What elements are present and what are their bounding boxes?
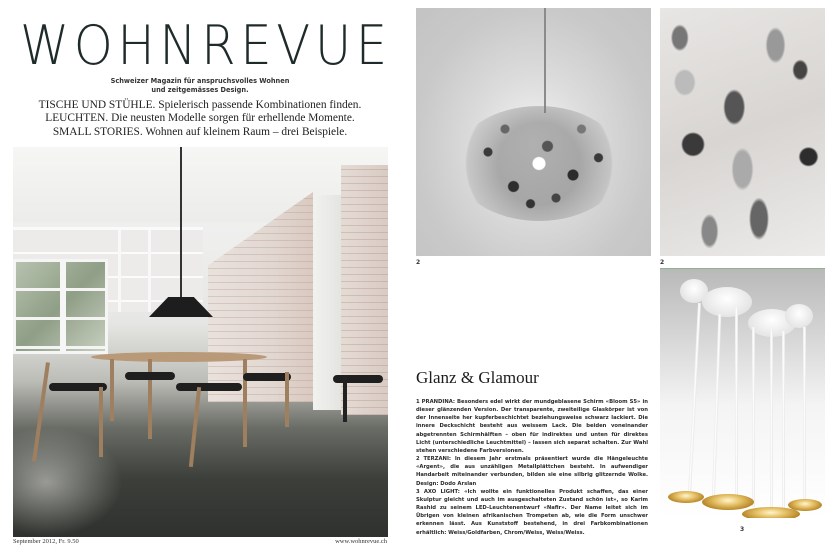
chair-leg	[285, 372, 289, 427]
lamp-stem	[803, 327, 806, 505]
chair-seat	[243, 373, 291, 381]
lamp-stem	[770, 329, 773, 509]
cover-teasers	[0, 99, 400, 139]
gold-lamp-bell	[668, 491, 704, 503]
lamp-canopy	[785, 304, 813, 328]
masthead-logo: WOHNREVUE	[20, 14, 392, 77]
teaser-text: Wohnen auf kleinem Raum – drei Beispiele.	[142, 125, 348, 138]
lamp-stem	[782, 331, 785, 509]
photo-caption-number: 2	[660, 259, 665, 266]
teaser-text: Die neusten Modelle sorgen für erhellende Momente.	[108, 112, 355, 125]
photo-window	[13, 259, 108, 354]
photo-caption-number: 2	[416, 259, 421, 266]
photo-brick-wall	[208, 192, 313, 402]
lamp-stem	[735, 307, 738, 502]
teaser-text: Spielerisch passende Kombinationen finden.	[155, 99, 362, 111]
pendant-cord	[180, 147, 182, 297]
chair-leg	[189, 387, 201, 467]
photo-caption-number: 3	[740, 526, 745, 533]
chair-leg	[99, 387, 103, 457]
article-page	[400, 0, 836, 550]
teaser-line	[0, 112, 400, 125]
lamp-canopy	[702, 287, 752, 317]
chair-leg	[343, 377, 347, 422]
masthead-tagline	[0, 77, 400, 95]
lamp-stem	[688, 303, 701, 493]
gold-lamp-bell	[702, 494, 754, 510]
article-paragraph-prandina: 1 PRANDINA: Besonders edel wirkt der mundgeblasene Schirm «Bloom S5» in dieser glänzenden Version. Der transparente, zweiteilige Glaskörper ist von der Innenseite her kupferbeschichtet beziehungsweise schwarz lackiert. Die innere Deckschicht besteht aus weissem Lack. Die beiden voneinander abgetrennten Schirmhälften – oben für indirektes und unten für direktes Licht (unterschiedliche Leuchtmittel) – lassen sich separat schalten. Zur Wahl stehen verschiedene Farbversionen.	[416, 399, 648, 454]
teaser-line	[0, 126, 400, 139]
lamp-stem	[752, 327, 755, 507]
teaser-line	[0, 99, 400, 112]
cover-photo-dining-room	[13, 147, 388, 537]
chair-seat	[333, 375, 383, 383]
teaser-lead: TISCHE UND STÜHLE.	[38, 99, 156, 111]
tagline-line-2: und zeitgemässes Design.	[151, 86, 249, 94]
issue-date-price: September 2012, Fr. 9.50	[13, 538, 79, 545]
table-leg	[110, 359, 114, 421]
lamp-stem	[712, 314, 722, 504]
teaser-lead: SMALL STORIES.	[52, 125, 143, 138]
pendant-cord	[544, 8, 546, 113]
floor-reflection	[13, 427, 123, 537]
teaser-lead: LEUCHTEN.	[45, 112, 109, 125]
article-paragraph-terzani: 2 TERZANI: In diesem Jahr erstmals präsentiert wurde die Hängeleuchte «Argent», die aus unzähligen Metallplättchen besteht. In aufwendiger Handarbeit miteinander verbunden, bilden sie eine silbrig glitzernde Wolke. Design: Dodo Arslan	[416, 456, 648, 487]
chair-seat	[176, 383, 242, 391]
gold-lamp-bell	[788, 499, 822, 511]
chair-leg	[243, 387, 247, 447]
article-paragraph-axo-light: 3 AXO LIGHT: «Ich wollte ein funktionelles Produkt schaffen, das einer Skulptur gleicht und auch im ausgeschalteten Zustand schön ist», so Karim Rashid zu seinem LED-Leuchtenentwurf «Nafir». Der Name leitet sich im Übrigen von kleinen afrikanischen Trompeten ab, wie die Form unschwer erkennen lässt. Aus Kunststoff bestehend, in drei Farbkombinationen erhältlich: Weiss/Goldfarben, Chrom/Weiss, Weiss/Weiss.	[416, 488, 648, 536]
tagline-line-1: Schweizer Magazin für anspruchsvolles Wohnen	[110, 77, 290, 85]
metal-disc-cluster	[454, 106, 624, 221]
photo-axo-nafir-lamps	[660, 268, 825, 518]
magazine-cover-page	[0, 0, 400, 550]
dining-table	[91, 352, 267, 362]
chair-seat	[125, 372, 175, 380]
website-url: www.wohnrevue.ch	[335, 538, 387, 545]
article-title: Glanz & Glamour	[416, 368, 539, 387]
photo-argent-pendant-lamp	[416, 8, 651, 256]
photo-argent-detail	[660, 8, 825, 256]
article-body	[416, 398, 648, 537]
table-leg	[148, 359, 152, 439]
